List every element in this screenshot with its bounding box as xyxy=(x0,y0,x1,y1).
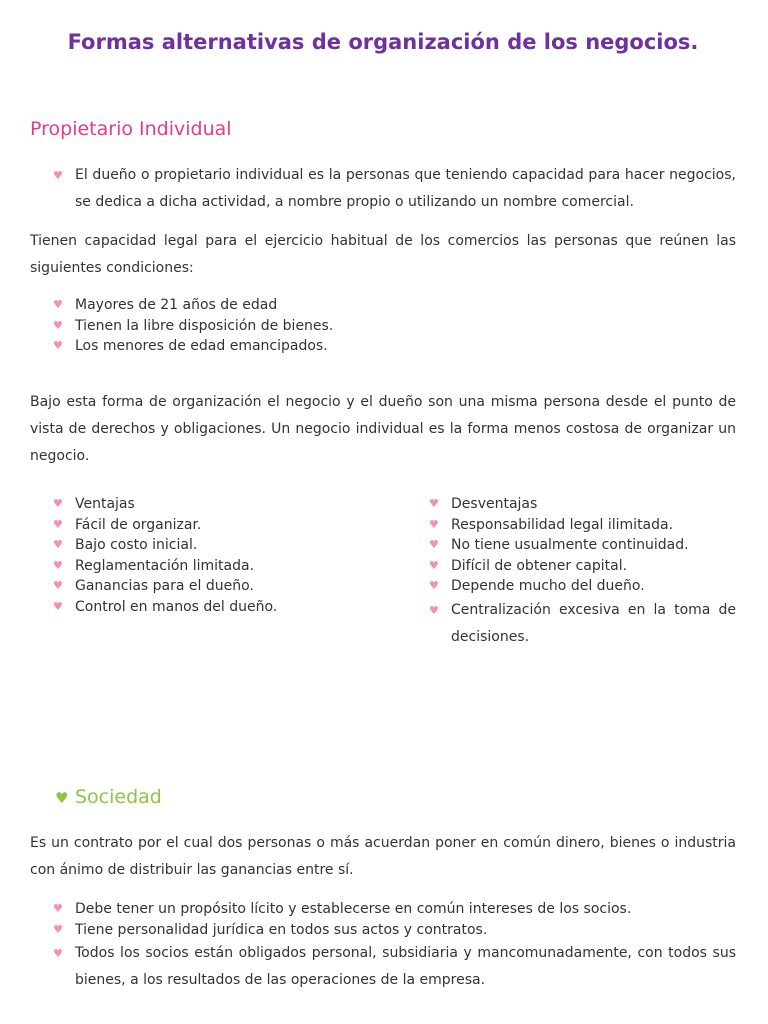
heart-icon: ♥ xyxy=(429,497,439,510)
heart-icon: ♥ xyxy=(53,298,63,311)
page-title: Formas alternativas de organización de los negocios. xyxy=(67,30,699,54)
list-item xyxy=(30,336,736,357)
list-item-text: Bajo costo inicial. xyxy=(75,537,198,553)
heart-icon: ♥ xyxy=(53,517,63,531)
list-item: ♥ El dueño o propietario individual es la personas que teniendo capacidad para hacer negocios, se dedica a dicha actividad, a nombre propio o utilizando un nombre comercial. xyxy=(30,162,736,216)
list-item xyxy=(406,494,736,515)
list-item-text: Centralización excesiva en la toma de decisiones. xyxy=(451,601,736,645)
heart-icon: ♥ xyxy=(53,599,63,613)
list-item-text: Tienen la libre disposición de bienes. xyxy=(75,317,334,334)
list-item xyxy=(30,576,360,597)
heart-icon: ♥ xyxy=(55,789,69,807)
list-item xyxy=(30,556,360,577)
list-item xyxy=(406,556,736,577)
list-item-text: Ventajas xyxy=(75,496,135,512)
list-item-text: Tiene personalidad jurídica en todos sus actos y contratos. xyxy=(75,921,488,938)
ventajas-list xyxy=(30,494,360,617)
list-item-text: Difícil de obtener capital. xyxy=(451,557,628,574)
heart-icon: ♥ xyxy=(53,922,63,936)
list-item xyxy=(30,515,360,536)
heart-icon: ♥ xyxy=(429,538,439,551)
list-item xyxy=(406,576,736,597)
heart-icon: ♥ xyxy=(53,558,63,572)
list-item-text: Los menores de edad emancipados. xyxy=(75,338,328,354)
section-heading-sociedad: Sociedad xyxy=(75,786,162,808)
list-item-text: Control en manos del dueño. xyxy=(75,598,278,615)
heart-icon: ♥ xyxy=(53,947,63,960)
list-item xyxy=(30,940,736,994)
list-item xyxy=(30,597,360,618)
paragraph-organizacion: Bajo esta forma de organización el negocio y el dueño son una misma persona desde el punto de vista de derechos y obligaciones. Un negocio individual es la forma menos costosa de organizar un negocio. xyxy=(30,394,736,464)
list-item-text: Debe tener un propósito lícito y establecerse en común intereses de los socios. xyxy=(75,901,632,917)
list-item-text: Ganancias para el dueño. xyxy=(75,578,254,594)
conditions-list xyxy=(30,295,736,357)
heart-icon: ♥ xyxy=(53,318,63,332)
heart-icon: ♥ xyxy=(429,603,439,617)
section-heading-propietario: Propietario Individual xyxy=(30,118,232,140)
paragraph-capacidad: Tienen capacidad legal para el ejercicio habitual de los comercios las personas que reúnen las siguientes condiciones: xyxy=(30,233,736,276)
heart-icon: ♥ xyxy=(53,902,63,915)
heart-icon: ♥ xyxy=(429,579,439,592)
list-item xyxy=(406,535,736,556)
heart-icon: ♥ xyxy=(53,339,63,352)
heart-icon: ♥ xyxy=(53,538,63,551)
list-item xyxy=(406,597,736,651)
sociedad-list xyxy=(30,899,736,994)
list-item-text: Mayores de 21 años de edad xyxy=(75,297,278,313)
list-item xyxy=(30,920,736,941)
heart-icon: ♥ xyxy=(53,497,63,510)
list-item xyxy=(30,316,736,337)
list-item xyxy=(30,295,736,316)
list-item-text: Depende mucho del dueño. xyxy=(451,578,645,594)
list-item xyxy=(30,535,360,556)
heart-icon: ♥ xyxy=(53,579,63,592)
desventajas-list xyxy=(406,494,736,651)
list-item-text: Responsabilidad legal ilimitada. xyxy=(451,516,674,533)
list-item xyxy=(30,899,736,920)
list-item xyxy=(406,515,736,536)
heart-icon: ♥ xyxy=(53,169,63,182)
heart-icon: ♥ xyxy=(429,558,439,572)
intro-list xyxy=(30,162,736,216)
list-item-text: No tiene usualmente continuidad. xyxy=(451,537,689,553)
heart-icon: ♥ xyxy=(429,517,439,531)
list-item-text: Desventajas xyxy=(451,496,538,512)
list-item-text: Reglamentación limitada. xyxy=(75,557,255,574)
paragraph-sociedad: Es un contrato por el cual dos personas o más acuerdan poner en común dinero, bienes o industria con ánimo de distribuir las ganancias entre sí. xyxy=(30,835,736,878)
list-item xyxy=(30,494,360,515)
list-item-text: Fácil de organizar. xyxy=(75,516,202,533)
list-item-text: Todos los socios están obligados personal, subsidiaria y mancomunadamente, con todos sus bienes, a los resultados de las operaciones de la empresa. xyxy=(75,945,736,988)
